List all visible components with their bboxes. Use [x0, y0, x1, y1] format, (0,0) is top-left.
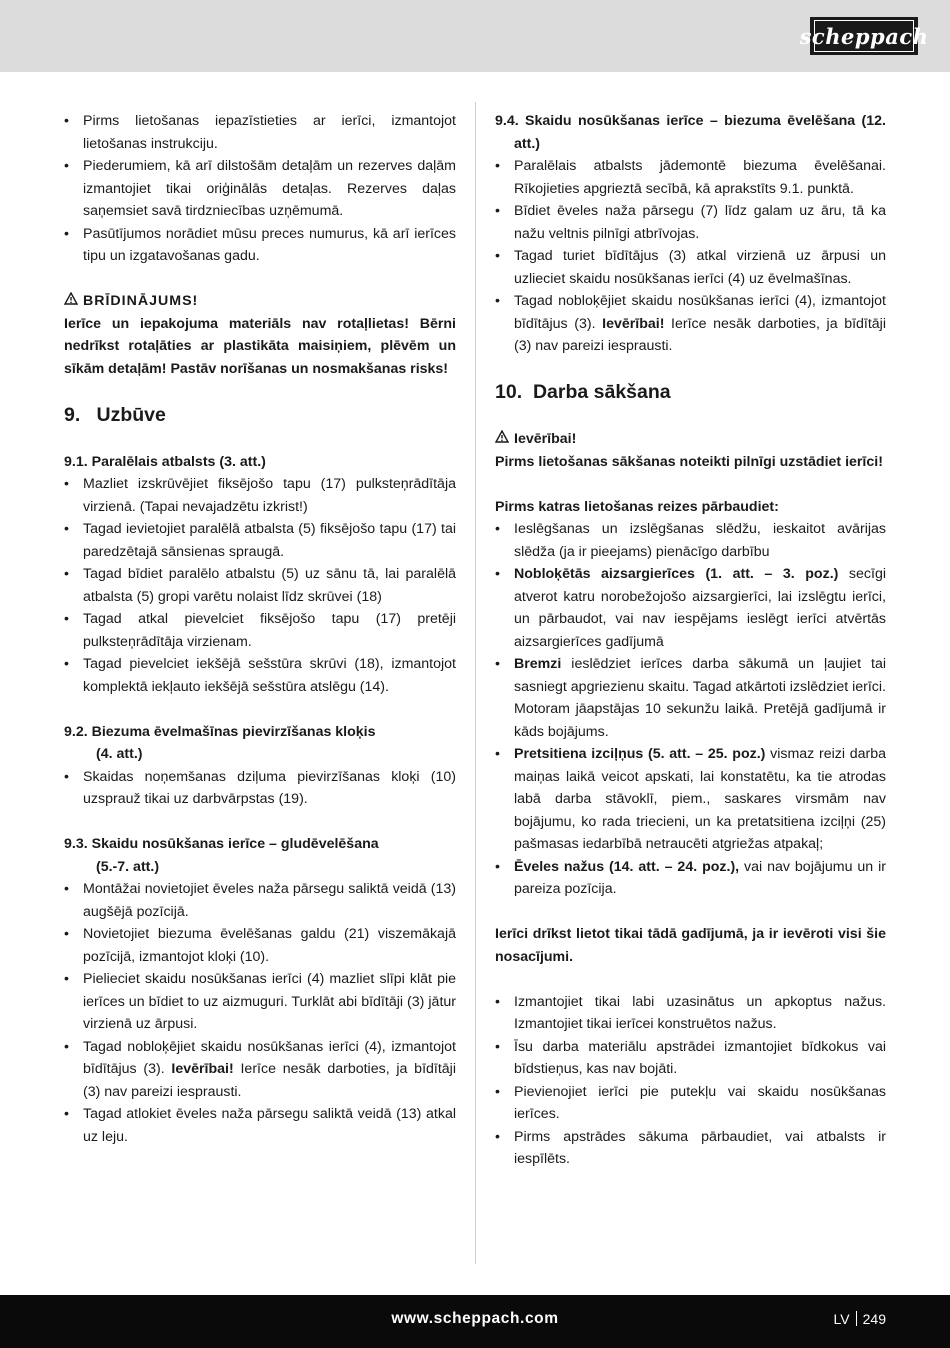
list-item: • Mazliet izskrūvējiet fiksējošo tapu (17) pulksteņrādītāja virzienā. (Tapai nevajadzētu izkrist!): [64, 473, 456, 518]
list-item: • Skaidas noņemšanas dziļuma pievirzīšanas kloķi (10) uzsprauž tikai uz darbvārpstas (19).: [64, 766, 456, 811]
list-item: • Piederumiem, kā arī dilstošām detaļām un rezerves daļām izmantojiet tikai oriģinālās detaļas. Rezerves daļas saņemsiet savā tirdzniecības uzņēmumā.: [64, 155, 456, 223]
section-title: Darba sākšana: [532, 381, 671, 403]
brand-logo: scheppach: [810, 17, 918, 55]
list-item: • Tagad nobloķējiet skaidu nosūkšanas ierīci (4), izmantojot bīdītājus (3). Ievērībai! Ierīce nesāk darboties, ja bīdītāji (3) nav pareizi iesprausti.: [495, 290, 886, 358]
warning-title: BRĪDINĀJUMS!: [83, 293, 199, 309]
subsection-heading-9-1: 9.1. Paralēlais atbalsts (3. att.): [64, 453, 266, 470]
warning-text: Ierīce un iepakojuma materiāls nav rotaļlietas! Bērni nedrīkst rotaļāties ar plastikāta maisiņiem, plēvēm un sīkām detaļām! Pastāv norīšanas un nosmakšanas risks!: [64, 315, 456, 377]
list-item: • Izmantojiet tikai labi uzasinātus un apkoptus nažus. Izmantojiet tikai ierīcei konstruētos nažus.: [495, 991, 886, 1036]
footer: [0, 1295, 950, 1348]
subsection-heading-9-4: 9.4. Skaidu nosūkšanas ierīce – biezuma ēvelēšana (12. att.): [495, 113, 886, 152]
subsection-title-cont: (5.-7. att.): [96, 858, 160, 875]
list-item: • Pirms lietošanas iepazīstieties ar ierīci, izmantojot lietošanas instrukciju.: [64, 110, 456, 155]
left-column: [64, 110, 456, 1148]
warning-heading: [64, 290, 456, 313]
section-number: 10.: [495, 381, 523, 403]
subsection-title-cont: (4. att.): [96, 746, 143, 762]
list-item: • Tagad ievietojiet paralēlā atbalsta (5) fiksējošo tapu (17) tai paredzētajā sānsienas spraugā.: [64, 518, 456, 563]
list-item: • Montāžai novietojiet ēveles naža pārsegu saliktā veidā (13) augšējā pozīcijā.: [64, 878, 456, 923]
list-item: • Bremzi ieslēdziet ierīces darba sākumā un ļaujiet tai sasniegt apgriezienu skaitu. Tagad atkārtoti izslēdziet ierīci. Motoram jāapstājas 10 sekunžu laikā. Pretējā gadījumā ir kāds bojājums.: [495, 653, 886, 743]
list-item: • Tagad atkal pievelciet fiksējošo tapu (17) pretēji pulksteņrādītāja virzienam.: [64, 608, 456, 653]
list-item: • Pievienojiet ierīci pie putekļu vai skaidu nosūkšanas ierīces.: [495, 1081, 886, 1126]
list-item: • Novietojiet biezuma ēvelēšanas galdu (21) viszemākajā pozīcijā, izmantojot kloķi (10).: [64, 923, 456, 968]
conditions-note: Ierīci drīkst lietot tikai tādā gadījumā, ja ir ievēroti visi šie nosacījumi.: [495, 926, 886, 965]
section-heading-9: [64, 403, 456, 427]
list-item: • Īsu darba materiālu apstrādei izmantojiet bīdkokus vai bīdstieņus, kas nav bojāti.: [495, 1036, 886, 1081]
subsection-heading-9-2: [64, 721, 456, 766]
attention-text: Pirms lietošanas sākšanas noteikti pilnīgi uzstādiet ierīci!: [495, 453, 883, 470]
right-column: [495, 110, 886, 1171]
list-item: • Bīdiet ēveles naža pārsegu (7) līdz galam uz āru, tā ka nažu veltnis pilnīgi atbrīvojas.: [495, 200, 886, 245]
website-url: www.scheppach.com: [391, 1310, 559, 1327]
list-item: • Pielieciet skaidu nosūkšanas ierīci (4) mazliet slīpi klāt pie ierīces un bīdiet to uz aizmuguri. Turklāt abi bīdītāji (3) jātur virzienā uz ārpusi.: [64, 968, 456, 1036]
attention-heading: [495, 428, 886, 451]
list-item: • Pretsitiena izciļņus (5. att. – 25. poz.) vismaz reizi darba maiņas laikā veicot apskati, lai konstatētu, ka tie atrodas labā darba stāvoklī, piem., saskares virsmām nav bojājumu, ko rada triecieni, un ka pretatsitiena izciļņi (25) pašmasas iedarbībā netraucēti atgriežas atpakaļ;: [495, 743, 886, 856]
section-heading-10: [495, 380, 886, 404]
subsection-title: 9.2. Biezuma ēvelmašīnas pievirzīšanas kloķis: [64, 723, 376, 740]
list-item: • Nobloķētās aizsargierīces (1. att. – 3. poz.) secīgi atverot katru norobežojošo aizsargierīci, lai izslēgtu ierīci, un pārbaudot, vai nav iespējams ieslēgt ierīci atvērtās aizsargierīces gadījumā: [495, 563, 886, 653]
list-item: • Tagad atlokiet ēveles naža pārsegu saliktā veidā (13) atkal uz leju.: [64, 1103, 456, 1148]
subsection-title: 9.3. Skaidu nosūkšanas ierīce – gludēvelēšana: [64, 836, 379, 852]
language-code: LV: [833, 1311, 850, 1327]
list-item: • Paralēlais atbalsts jādemontē biezuma ēvelēšanai. Rīkojieties apgrieztā secībā, kā aprakstīts 9.1. punktā.: [495, 155, 886, 200]
check-heading: Pirms katras lietošanas reizes pārbaudiet:: [495, 498, 779, 515]
list-item: • Pasūtījumos norādiet mūsu preces numurus, kā arī ierīces tipu un izgatavošanas gadu.: [64, 223, 456, 268]
page-indicator: [834, 1311, 886, 1327]
warning-triangle-icon: [64, 290, 79, 313]
attention-title: Ievērībai!: [514, 431, 577, 447]
list-item: • Ēveles nažus (14. att. – 24. poz.), vai nav bojājumu un ir pareiza pozīcija.: [495, 856, 886, 901]
section-title: Uzbūve: [96, 403, 166, 426]
list-item: • Tagad pievelciet iekšējā sešstūra skrūvi (18), izmantojot komplektā iekļauto iekšējā sešstūra atslēgu (14).: [64, 653, 456, 698]
subsection-heading-9-3: [64, 833, 456, 878]
section-number: 9.: [64, 403, 81, 426]
page-separator: [856, 1311, 857, 1326]
page-number: 249: [862, 1311, 886, 1327]
list-item: • Pirms apstrādes sākuma pārbaudiet, vai atbalsts ir iespīlēts.: [495, 1126, 886, 1171]
list-item: • Tagad bīdiet paralēlo atbalstu (5) uz sānu tā, lai paralēlā atbalsta (5) gropi varētu nolaist līdz skrūvei (18): [64, 563, 456, 608]
list-item: • Ieslēgšanas un izslēgšanas slēdžu, ieskaitot avārijas slēdža (ja ir pieejams) pienācīgo darbību: [495, 518, 886, 563]
list-item: • Tagad turiet bīdītājus (3) atkal virzienā uz ārpusi un uzlieciet skaidu nosūkšanas ierīci (4) uz ēvelmašīnas.: [495, 245, 886, 290]
list-item: • Tagad nobloķējiet skaidu nosūkšanas ierīci (4), izmantojot bīdītājus (3). Ievērībai! Ierīce nesāk darboties, ja bīdītāji (3) nav pareizi iesprausti.: [64, 1036, 456, 1104]
warning-triangle-icon: [495, 428, 510, 451]
column-divider: [475, 102, 476, 1264]
